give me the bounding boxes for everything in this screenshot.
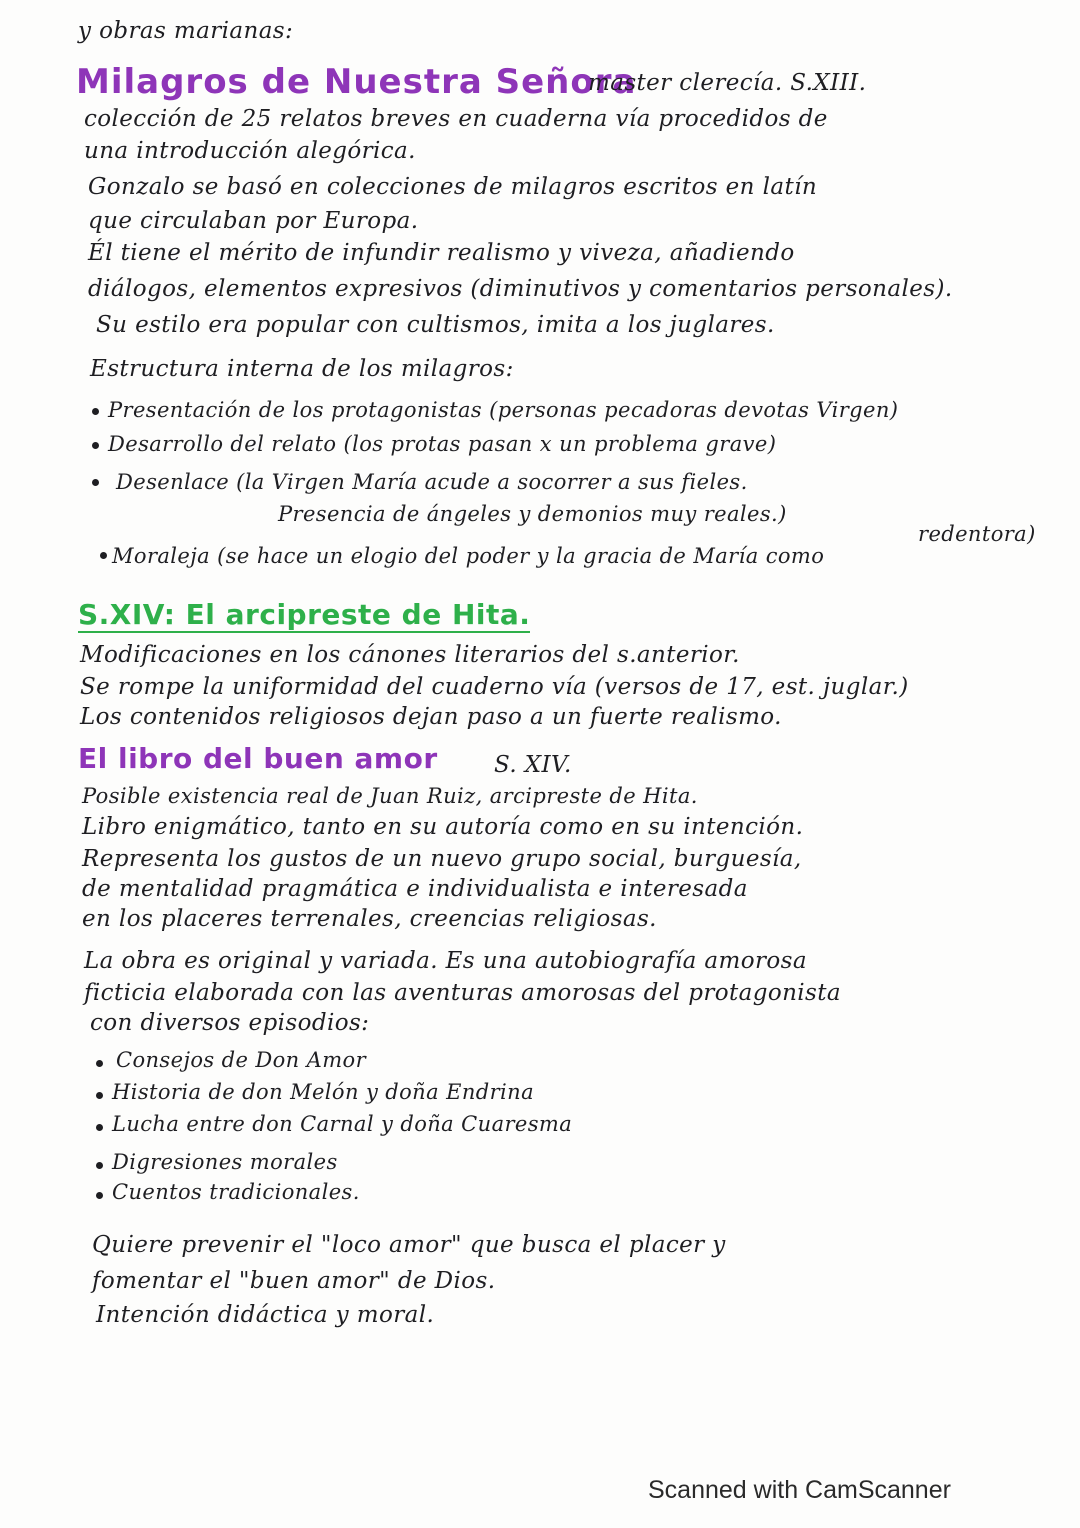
bullet-dot [92, 442, 99, 449]
section-heading-xiv-text: S.XIV: El arcipreste de Hita. [78, 598, 531, 631]
title-milagros: Milagros de Nuestra Señora [76, 62, 637, 102]
title-libro-buen-amor: El libro del buen amor [78, 742, 438, 775]
bullet-dot [96, 1162, 103, 1169]
structure-note: redentora) [918, 522, 1036, 546]
text-line: Representa los gustos de un nuevo grupo social, burguesía, [82, 846, 802, 872]
text-line: Posible existencia real de Juan Ruiz, arcipreste de Hita. [82, 784, 698, 808]
text-line: Los contenidos religiosos dejan paso a un fuerte realismo. [80, 704, 782, 730]
title-milagros-note: master clerecía. S.XIII. [588, 70, 867, 96]
bullet-dot [96, 1060, 103, 1067]
text-line: Se rompe la uniformidad del cuaderno vía (versos de 17, est. juglar.) [80, 674, 909, 700]
structure-item: Presentación de los protagonistas (personas pecadoras devotas Virgen) [108, 398, 899, 422]
bullet-dot [92, 479, 99, 486]
text-line: una introducción alegórica. [84, 138, 416, 164]
bullet-dot [96, 1124, 103, 1131]
bullet-dot [96, 1092, 103, 1099]
text-line: ficticia elaborada con las aventuras amorosas del protagonista [84, 980, 842, 1006]
text-line: Su estilo era popular con cultismos, imita a los juglares. [96, 312, 775, 338]
text-line: Modificaciones en los cánones literarios del s.anterior. [80, 642, 740, 668]
intro-line: y obras marianas: [78, 18, 294, 44]
structure-item: Desenlace (la Virgen María acude a socorrer a sus fieles. [116, 470, 748, 494]
text-line: de mentalidad pragmática e individualista e interesada [82, 876, 748, 902]
bullet-dot [92, 408, 99, 415]
text-line: Quiere prevenir el "loco amor" que busca el placer y [92, 1232, 726, 1258]
text-line: en los placeres terrenales, creencias religiosas. [82, 906, 657, 932]
structure-item: Moraleja (se hace un elogio del poder y la gracia de María como [112, 544, 825, 568]
bullet-dot [100, 552, 107, 559]
text-line: diálogos, elementos expresivos (diminutivos y comentarios personales). [88, 276, 953, 302]
title-libro-note: S. XIV. [494, 752, 572, 778]
episode-item: Lucha entre don Carnal y doña Cuaresma [112, 1112, 573, 1136]
text-line: Él tiene el mérito de infundir realismo y viveza, añadiendo [88, 240, 795, 266]
section-heading-xiv [78, 598, 530, 631]
scanner-watermark: Scanned with CamScanner [648, 1476, 951, 1504]
text-line: que circulaban por Europa. [88, 208, 419, 234]
text-line: con diversos episodios: [90, 1010, 370, 1036]
text-line: fomentar el "buen amor" de Dios. [92, 1268, 496, 1294]
episode-item: Historia de don Melón y doña Endrina [112, 1080, 535, 1104]
episode-item: Consejos de Don Amor [116, 1048, 367, 1072]
text-line: colección de 25 relatos breves en cuaderna vía procedidos de [84, 106, 828, 132]
structure-item-continued: Presencia de ángeles y demonios muy reales.) [278, 502, 787, 526]
structure-item: Desarrollo del relato (los protas pasan x un problema grave) [108, 432, 777, 456]
text-line: La obra es original y variada. Es una autobiografía amorosa [84, 948, 807, 974]
episode-item: Cuentos tradicionales. [112, 1180, 360, 1204]
episode-item: Digresiones morales [112, 1150, 338, 1174]
text-line: Gonzalo se basó en colecciones de milagros escritos en latín [88, 174, 818, 200]
text-line: Libro enigmático, tanto en su autoría como en su intención. [82, 814, 804, 840]
bullet-dot [96, 1192, 103, 1199]
structure-heading: Estructura interna de los milagros: [90, 356, 514, 382]
text-line: Intención didáctica y moral. [96, 1302, 435, 1328]
